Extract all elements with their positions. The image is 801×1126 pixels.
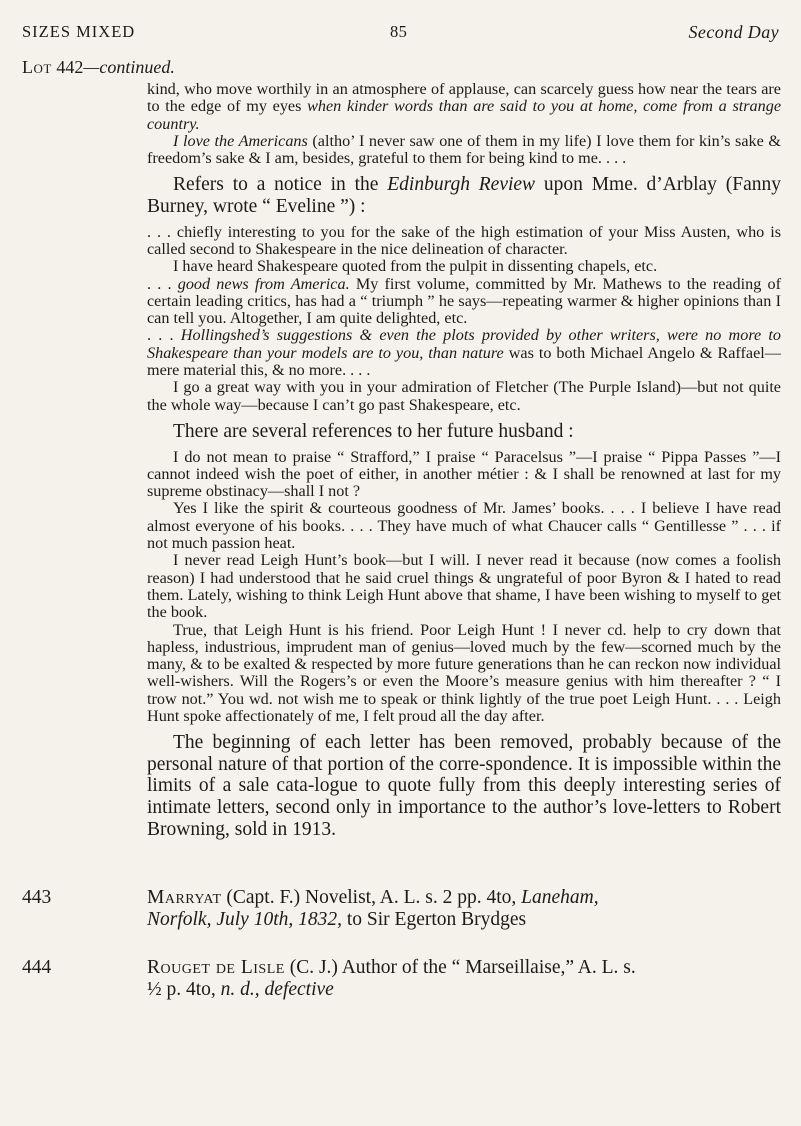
- entry-number: 444: [22, 957, 52, 978]
- letter-excerpt: [147, 81, 781, 167]
- text-run: was to both Michael Angelo & Raffael—mere material this, & no more. . . .: [147, 343, 781, 380]
- text-run: My first volume, committed by Mr. Mathews to the reading of certain leading critics, has had a “ triumph ” he says—repeating warmer & higher opinions than I can tell you. Altogether, I am quite delighted, etc.: [147, 274, 781, 328]
- husband-intro: There are several references to her future husband :: [173, 420, 574, 442]
- entry-desc: (C. J.) Author of the “ Marseillaise,” A. L. s.: [284, 957, 636, 978]
- text-run: . . .: [147, 274, 178, 293]
- text-run: (altho’ I never saw one of them in my life) I love them for kin’s sake & freedom’s sake & I am, besides, grateful to them for being kind to me. . . .: [147, 131, 781, 168]
- excerpt-paragraph: [147, 133, 781, 168]
- page-header: [22, 22, 779, 48]
- italic-text: good news from America.: [177, 274, 350, 293]
- entry-text: [147, 887, 781, 931]
- excerpt-paragraph: [147, 258, 781, 275]
- excerpt-paragraph: [147, 224, 781, 259]
- text-run: True, that Leigh Hunt is his friend. Poor Leigh Hunt ! I never cd. help to cry down that hapless, industrious, imprudent man of genius—loved much by the few—scorned much by the many, & to be exalted & respected by more future generations than he can reckon now individual well-wishers. Will the Rogers’s or even the Moore’s measure genius with him thereafter ? “ I trow not.” You wd. not wish me to speak or think lightly of the true poet Leigh Hunt. . . . Leigh Hunt spoke affectionately of me, I felt proud all the day after.: [147, 620, 781, 725]
- husband-excerpt: [147, 449, 781, 726]
- excerpt-paragraph: [147, 327, 781, 379]
- text-run: upon Mme. d’Arblay (Fanny Burney, wrote “ Eveline ”) :: [147, 174, 781, 218]
- text-run: I never read Leigh Hunt’s book—but I will. I never read it because (now comes a foolish reason) I had understood that he said cruel things & ungrateful of poor Byron & I hated to read them. Lately, wishing to think Leigh Hunt above that shame, I have been wishing to myself to get the book.: [147, 551, 781, 622]
- excerpt-paragraph: [147, 81, 781, 133]
- excerpt-paragraph: [147, 449, 781, 501]
- lot-number: 442: [56, 57, 84, 77]
- header-section-title: SIZES MIXED: [22, 22, 136, 41]
- text-run: . . .: [147, 326, 181, 345]
- text-run: kind, who move worthily in an atmosphere of applause, can scarcely guess how near the tears are to the edge of my eyes: [147, 80, 781, 116]
- refers-paragraph: [147, 174, 781, 217]
- text-run: . . . chiefly interesting to you for the sake of the high estimation of your Miss Austen, who is called second to Shakespeare in the nice delineation of character.: [147, 222, 781, 258]
- header-day: Second Day: [688, 22, 779, 42]
- text-run: I do not mean to praise “ Strafford,” I praise “ Paracelsus ”—I praise “ Pippa Passes ”—I cannot indeed wish the poet of either, in another métier : & I shall be renowned at last for my supreme obstinacy—shall I not ?: [147, 447, 781, 501]
- entry-name: Marryat: [147, 887, 222, 908]
- italic-text: when kinder words than are said to you at home, come from a strange country.: [147, 97, 782, 133]
- entry-number: 443: [22, 887, 52, 908]
- italic-text: Edinburgh Review: [387, 174, 536, 196]
- italic-text: Hollingshed’s suggestions & even the plots provided by other writers, were no more to Shakespeare than your models are to you, than nature: [147, 326, 782, 362]
- lot-label: Lot: [22, 57, 52, 77]
- quote-excerpt: [147, 224, 781, 414]
- text-run: Yes I like the spirit & courteous goodness of Mr. James’ books. . . . I believe I have read almost everyone of his books. . . . They have much of what Chaucer calls “ Gentillesse ” . . . if not much passion heat.: [147, 499, 781, 553]
- lot-description: [147, 81, 781, 840]
- text-run: I go a great way with you in your admiration of Fletcher (The Purple Island)—but not quite the whole way—because I can’t go past Shakespeare, etc.: [147, 378, 781, 414]
- entry-line2-italic: n. d., defective: [220, 979, 334, 1000]
- entry-line2: ½ p. 4to,: [147, 979, 221, 1000]
- excerpt-paragraph: [147, 552, 781, 621]
- page-number: 85: [390, 22, 408, 41]
- closing-paragraph: The beginning of each letter has been removed, probably because of the personal nature of that portion of the corre-spondence. It is impossible within the limits of a sale cata-logue to quote fully from this deeply interesting series of intimate letters, second only in importance to the author’s love-letters to Robert Browning, sold in 1913.: [147, 732, 781, 840]
- lot-continued: —continued.: [83, 57, 175, 77]
- text-run: Refers to a notice in the: [173, 174, 388, 196]
- entry-line2-italic: Norfolk, July 10th, 1832,: [147, 909, 342, 930]
- excerpt-paragraph: [147, 276, 781, 328]
- lot-heading: [22, 57, 175, 78]
- entry-name: Rouget de Lisle: [147, 957, 285, 978]
- excerpt-paragraph: [147, 379, 781, 414]
- italic-text: I love the Americans: [173, 131, 308, 150]
- entry-desc: (Capt. F.) Novelist, A. L. s. 2 pp. 4to,: [221, 887, 522, 908]
- entry-text: [147, 957, 781, 1001]
- entry-desc-italic: Laneham,: [521, 887, 599, 908]
- excerpt-paragraph: [147, 622, 781, 726]
- text-run: I have heard Shakespeare quoted from the pulpit in dissenting chapels, etc.: [173, 257, 658, 276]
- excerpt-paragraph: [147, 500, 781, 552]
- entry-line2: to Sir Egerton Brydges: [341, 909, 527, 930]
